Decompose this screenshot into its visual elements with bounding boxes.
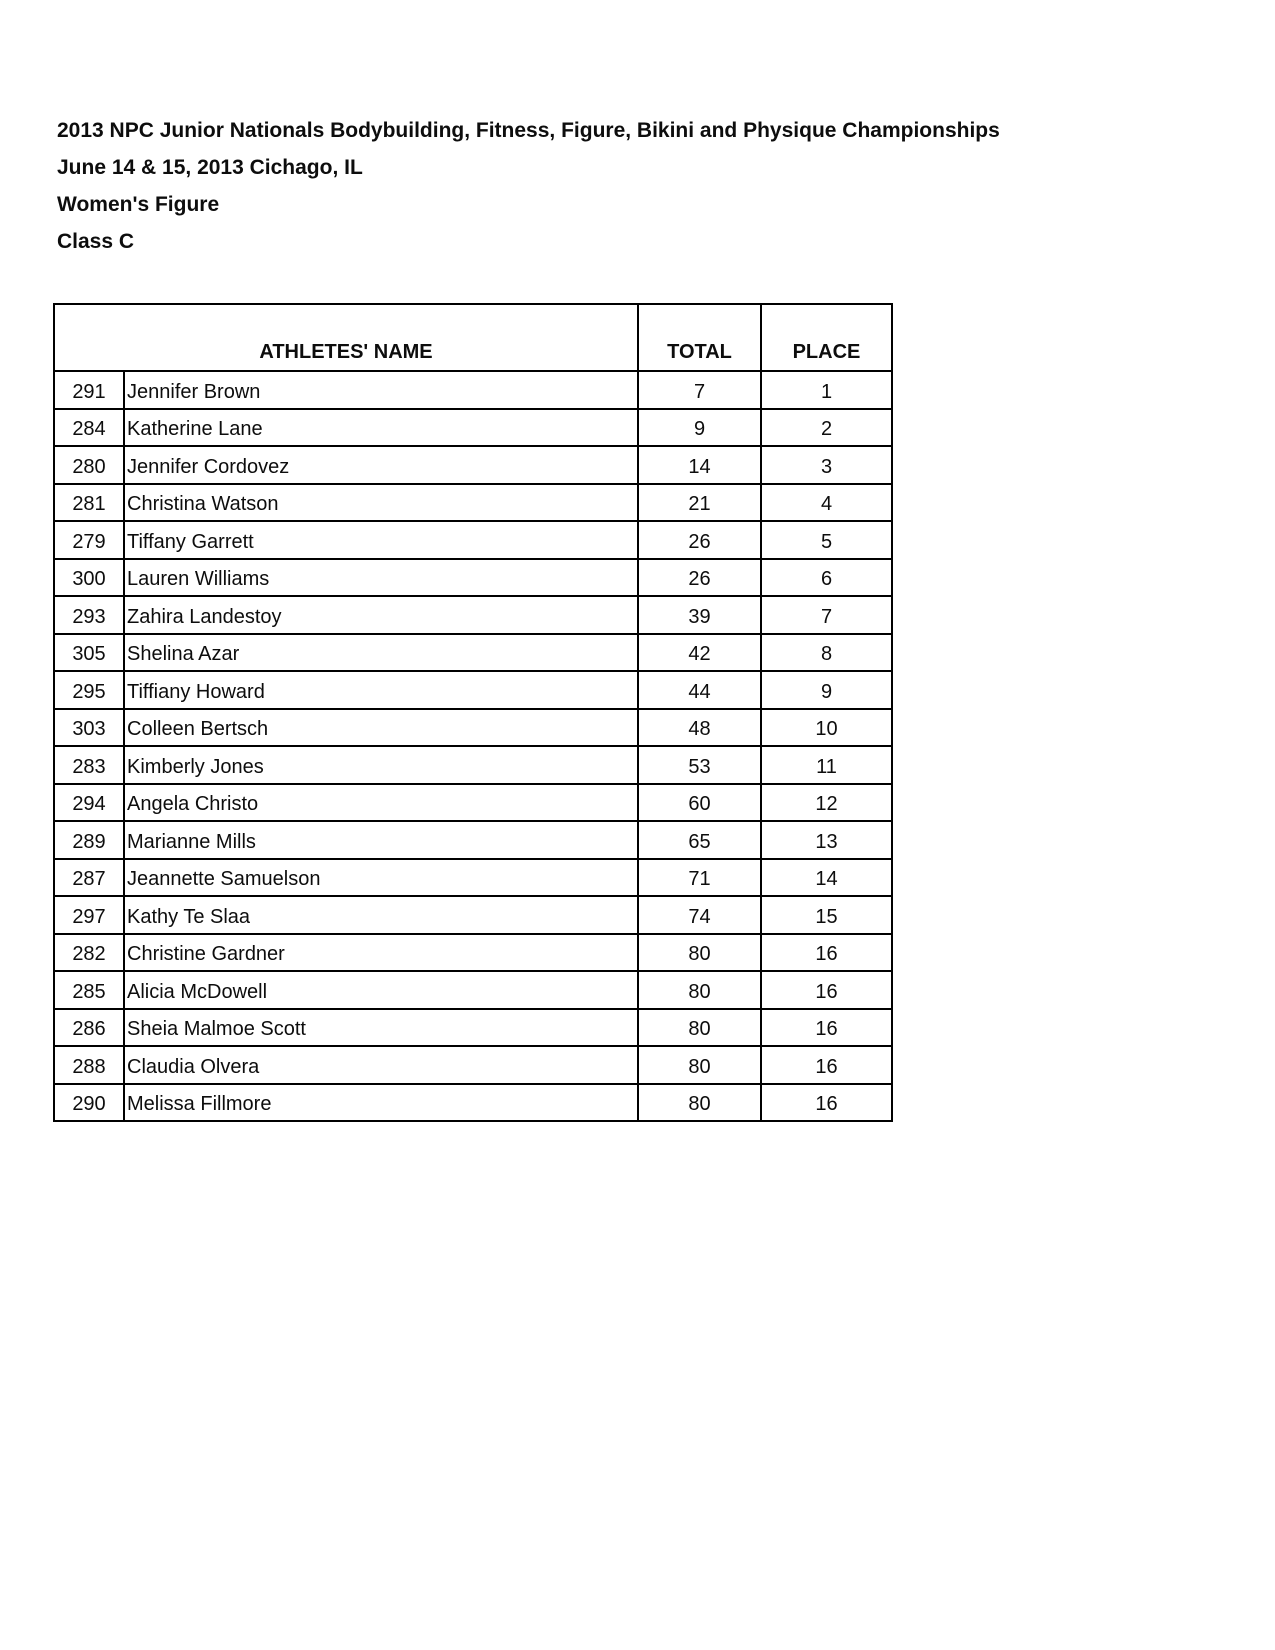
athlete-place-cell: 10 [761,709,892,747]
table-row [54,1009,892,1047]
athlete-place-cell: 14 [761,859,892,897]
athlete-name-cell: Claudia Olvera [124,1046,638,1084]
column-header-place: PLACE [761,304,892,371]
athlete-total-cell: 39 [638,596,761,634]
athlete-total-cell: 80 [638,971,761,1009]
results-table [53,303,893,1122]
athlete-name-cell: Alicia McDowell [124,971,638,1009]
athlete-number-cell: 303 [54,709,124,747]
table-row [54,596,892,634]
athlete-name-cell: Zahira Landestoy [124,596,638,634]
athlete-name-cell: Marianne Mills [124,821,638,859]
athlete-total-cell: 14 [638,446,761,484]
table-row [54,709,892,747]
athlete-name-cell: Jeannette Samuelson [124,859,638,897]
athlete-total-cell: 44 [638,671,761,709]
athlete-place-cell: 16 [761,934,892,972]
table-row [54,859,892,897]
athlete-place-cell: 13 [761,821,892,859]
athlete-place-cell: 15 [761,896,892,934]
table-row [54,671,892,709]
athlete-number-cell: 288 [54,1046,124,1084]
athlete-number-cell: 295 [54,671,124,709]
athlete-total-cell: 9 [638,409,761,447]
athlete-name-cell: Tiffiany Howard [124,671,638,709]
document-class: Class C [57,230,135,253]
athlete-total-cell: 26 [638,521,761,559]
document-header [57,112,1000,260]
column-header-athletes-name: ATHLETES' NAME [54,304,638,371]
table-row [54,559,892,597]
table-row [54,521,892,559]
athlete-total-cell: 60 [638,784,761,822]
document-date-location: June 14 & 15, 2013 Cichago, IL [57,156,363,179]
table-row [54,634,892,672]
athlete-place-cell: 5 [761,521,892,559]
athlete-place-cell: 1 [761,371,892,409]
athlete-number-cell: 283 [54,746,124,784]
athlete-place-cell: 16 [761,1046,892,1084]
table-row [54,784,892,822]
table-row [54,896,892,934]
athlete-number-cell: 287 [54,859,124,897]
athlete-place-cell: 8 [761,634,892,672]
athlete-place-cell: 12 [761,784,892,822]
athlete-name-cell: Colleen Bertsch [124,709,638,747]
athlete-number-cell: 305 [54,634,124,672]
athlete-total-cell: 71 [638,859,761,897]
athlete-number-cell: 291 [54,371,124,409]
athlete-number-cell: 286 [54,1009,124,1047]
athlete-number-cell: 297 [54,896,124,934]
column-header-total: TOTAL [638,304,761,371]
athlete-number-cell: 280 [54,446,124,484]
athlete-total-cell: 65 [638,821,761,859]
table-row [54,1046,892,1084]
table-row [54,371,892,409]
table-header-row [54,304,892,371]
athlete-number-cell: 289 [54,821,124,859]
table-row [54,409,892,447]
athlete-place-cell: 4 [761,484,892,522]
table-row [54,971,892,1009]
athlete-name-cell: Shelina Azar [124,634,638,672]
athlete-name-cell: Jennifer Cordovez [124,446,638,484]
athlete-total-cell: 53 [638,746,761,784]
athlete-total-cell: 48 [638,709,761,747]
athlete-number-cell: 294 [54,784,124,822]
athlete-place-cell: 9 [761,671,892,709]
athlete-name-cell: Sheia Malmoe Scott [124,1009,638,1047]
athlete-name-cell: Melissa Fillmore [124,1084,638,1122]
athlete-place-cell: 16 [761,971,892,1009]
athlete-place-cell: 11 [761,746,892,784]
athlete-number-cell: 285 [54,971,124,1009]
athlete-number-cell: 293 [54,596,124,634]
athlete-place-cell: 7 [761,596,892,634]
athlete-name-cell: Angela Christo [124,784,638,822]
athlete-name-cell: Kathy Te Slaa [124,896,638,934]
athlete-place-cell: 16 [761,1084,892,1122]
table-row [54,1084,892,1122]
table-row [54,746,892,784]
athlete-number-cell: 290 [54,1084,124,1122]
results-table-body [54,371,892,1121]
athlete-total-cell: 26 [638,559,761,597]
athlete-number-cell: 279 [54,521,124,559]
athlete-total-cell: 80 [638,1009,761,1047]
athlete-name-cell: Christina Watson [124,484,638,522]
athlete-number-cell: 281 [54,484,124,522]
document-division: Women's Figure [57,193,220,216]
athlete-name-cell: Tiffany Garrett [124,521,638,559]
athlete-total-cell: 7 [638,371,761,409]
athlete-name-cell: Lauren Williams [124,559,638,597]
athlete-name-cell: Jennifer Brown [124,371,638,409]
athlete-place-cell: 16 [761,1009,892,1047]
athlete-name-cell: Katherine Lane [124,409,638,447]
athlete-total-cell: 42 [638,634,761,672]
table-row [54,484,892,522]
table-row [54,446,892,484]
athlete-total-cell: 80 [638,1084,761,1122]
athlete-total-cell: 80 [638,1046,761,1084]
athlete-number-cell: 284 [54,409,124,447]
table-row [54,821,892,859]
athlete-name-cell: Kimberly Jones [124,746,638,784]
athlete-number-cell: 300 [54,559,124,597]
athlete-place-cell: 3 [761,446,892,484]
athlete-number-cell: 282 [54,934,124,972]
table-row [54,934,892,972]
athlete-total-cell: 74 [638,896,761,934]
athlete-total-cell: 21 [638,484,761,522]
document-title: 2013 NPC Junior Nationals Bodybuilding, Fitness, Figure, Bikini and Physique Championships [57,119,1000,142]
athlete-place-cell: 2 [761,409,892,447]
athlete-place-cell: 6 [761,559,892,597]
athlete-name-cell: Christine Gardner [124,934,638,972]
athlete-total-cell: 80 [638,934,761,972]
